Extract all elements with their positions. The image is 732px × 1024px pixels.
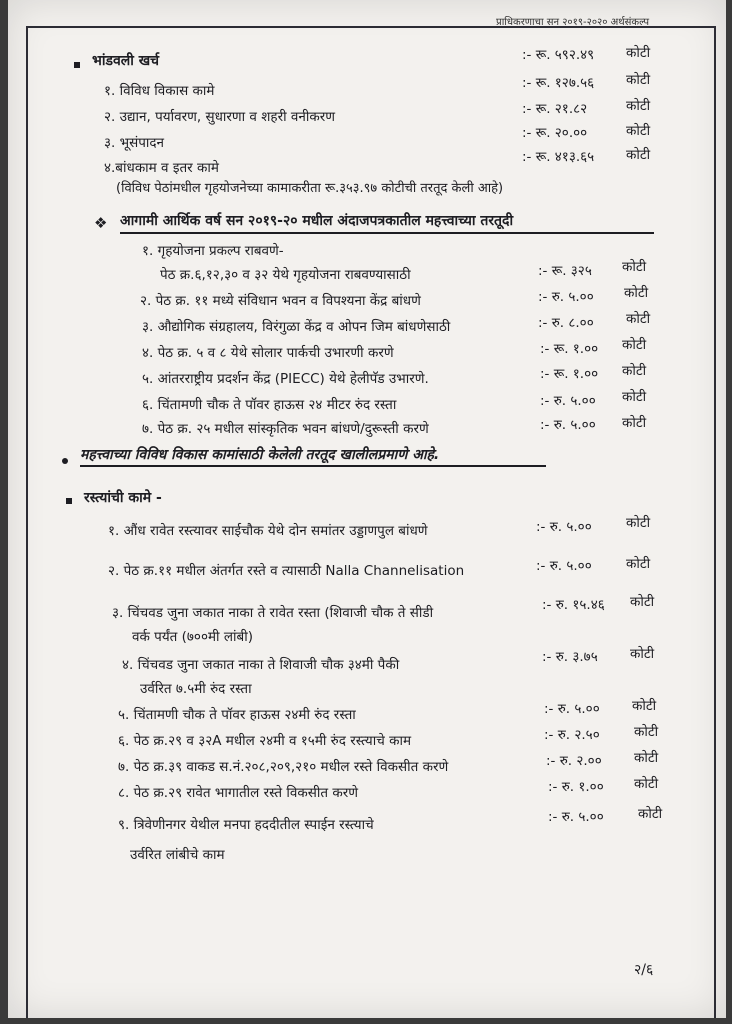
road-item-unit: कोटी xyxy=(634,776,659,792)
provision-item-unit: कोटी xyxy=(626,311,651,327)
road-item: ७. पेठ क्र.३९ वाकड स.नं.२०८,२०९,२१० मधील रस्ते विकसीत करणे xyxy=(118,759,449,775)
capital-item-unit: कोटी xyxy=(626,72,651,88)
capital-item-unit: कोटी xyxy=(626,147,651,163)
provision-item: १. गृहयोजना प्रकल्प राबवणे- xyxy=(142,243,284,259)
road-item-unit: कोटी xyxy=(634,750,659,766)
provision-item-unit: कोटी xyxy=(622,389,647,405)
road-item: ५. चिंतामणी चौक ते पॉवर हाऊस २४मी रुंद रस्ता xyxy=(118,707,356,723)
provision-item: ५. आंतरराष्ट्रीय प्रदर्शन केंद्र (PIECC) येथे हेलीपॅड उभारणे. xyxy=(142,371,429,387)
road-item-amount: :- रु. २.०० xyxy=(546,753,602,769)
road-item: ८. पेठ क्र.२९ रावेत भागातील रस्ते विकसीत करणे xyxy=(118,785,359,801)
provision-item-amount: :- रु. ८.०० xyxy=(538,315,594,331)
roads-title: रस्त्यांची कामे - xyxy=(84,490,162,506)
capital-unit: कोटी xyxy=(626,45,651,61)
provision-item: ३. औद्योगिक संग्रहालय, विरंगुळा केंद्र व ओपन जिम बांधणेसाठी xyxy=(142,319,451,335)
provision-item-amount: :- रू. १.०० xyxy=(540,341,599,357)
road-item: ४. चिंचवड जुना जकात नाका ते शिवाजी चौक ३४मी पैकी xyxy=(122,657,400,673)
provision-item-unit: कोटी xyxy=(622,363,647,379)
highlight-heading-underline xyxy=(80,465,546,467)
road-item-amount: :- रु. ५.०० xyxy=(548,809,604,825)
road-item-amount: :- रु. १.०० xyxy=(548,779,604,795)
capital-item-amount: :- रू. १२७.५६ xyxy=(522,75,595,91)
header-caption: प्राधिकरणाचा सन २०१९-२०२० अर्थसंकल्प xyxy=(496,17,650,28)
road-item: १. औंध रावेत रस्त्यावर साईचौक येथे दोन समांतर उड्डाणपुल बांधणे xyxy=(108,523,428,539)
capital-item-amount: :- रू. २१.८२ xyxy=(522,101,588,117)
road-item: ६. पेठ क्र.२९ व ३२A मधील २४मी व १५मी रुंद रस्त्याचे काम xyxy=(118,733,412,749)
provision-item-amount: :- रु. ५.०० xyxy=(538,289,594,305)
provision-item: ७. पेठ क्र. २५ मधील सांस्कृतिक भवन बांधणे/दुरूस्ती करणे xyxy=(142,421,429,437)
capital-item-unit: कोटी xyxy=(626,98,651,114)
road-item-detail: उर्वरित लांबीचे काम xyxy=(130,847,225,863)
document-page xyxy=(8,0,726,1018)
road-item-amount: :- रु. ५.०० xyxy=(544,701,600,717)
road-item-unit: कोटी xyxy=(632,698,657,714)
road-item-amount: :- रु. १५.४६ xyxy=(542,597,605,613)
page-number: २/६ xyxy=(634,962,654,978)
road-item-detail: वर्क पर्यंत (७००मी लांबी) xyxy=(132,629,253,645)
provision-item-amount: :- रू. ३२५ xyxy=(538,263,592,279)
provision-item-amount: :- रू. १.०० xyxy=(540,366,599,382)
road-item-amount: :- रु. २.५० xyxy=(544,727,600,743)
provision-item-amount: :- रु. ५.०० xyxy=(540,393,596,409)
bullet-icon xyxy=(66,498,72,504)
provision-item: २. पेठ क्र. ११ मध्ये संविधान भवन व विपश्यना केंद्र बांधणे xyxy=(140,293,421,309)
provision-item: ६. चिंतामणी चौक ते पॉवर हाऊस २४ मीटर रुंद रस्ता xyxy=(142,397,397,413)
capital-amount: :- रू. ५९२.४९ xyxy=(522,47,595,63)
bullet-icon xyxy=(62,458,68,464)
diamond-bullet-icon: ❖ xyxy=(94,214,108,232)
capital-note: (विविध पेठांमधील गृहयोजनेच्या कामाकरीता रू.३५३.९७ कोटीची तरतूद केली आहे) xyxy=(116,181,504,196)
road-item-unit: कोटी xyxy=(638,806,663,822)
road-item-unit: कोटी xyxy=(626,515,651,531)
capital-item-amount: :- रू. ४१३.६५ xyxy=(522,149,595,165)
road-item: ३. चिंचवड जुना जकात नाका ते रावेत रस्ता (शिवाजी चौक ते सीडी xyxy=(112,605,434,621)
provision-item-unit: कोटी xyxy=(622,337,647,353)
road-item-unit: कोटी xyxy=(634,724,659,740)
provision-item-amount: :- रु. ५.०० xyxy=(540,417,596,433)
road-item-unit: कोटी xyxy=(630,594,655,610)
highlight-heading: महत्त्वाच्या विविध विकास कामांसाठी केलेली तरतूद खालीलप्रमाणे आहे. xyxy=(80,447,440,463)
provisions-title-underline xyxy=(120,232,654,234)
road-item-unit: कोटी xyxy=(630,646,655,662)
provision-item-unit: कोटी xyxy=(622,415,647,431)
capital-item-unit: कोटी xyxy=(626,123,651,139)
road-item-amount: :- रु. ५.०० xyxy=(536,558,592,574)
provision-item-unit: कोटी xyxy=(622,259,647,275)
capital-title: भांडवली खर्च xyxy=(92,53,160,69)
road-item-amount: :- रु. ५.०० xyxy=(536,519,592,535)
provision-item-unit: कोटी xyxy=(624,285,649,301)
provision-item: ४. पेठ क्र. ५ व ८ येथे सोलार पार्कची उभारणी करणे xyxy=(142,345,394,361)
road-item-detail: उर्वरित ७.५मी रुंद रस्ता xyxy=(140,681,252,697)
provision-item-detail: पेठ क्र.६,१२,३० व ३२ येथे गृहयोजना राबवण्यासाठी xyxy=(160,267,411,283)
capital-item: ४.बांधकाम व इतर कामे xyxy=(104,160,219,176)
provisions-title: आगामी आर्थिक वर्ष सन २०१९-२० मधील अंदाजपत्रकातील महत्त्वाच्या तरतूदी xyxy=(120,213,514,229)
bullet-icon xyxy=(74,62,80,68)
capital-item: ३. भूसंपादन xyxy=(104,135,165,151)
road-item-amount: :- रु. ३.७५ xyxy=(542,649,598,665)
road-item: ९. त्रिवेणीनगर येथील मनपा हददीतील स्पाईन रस्त्याचे xyxy=(118,817,374,833)
capital-item: २. उद्यान, पर्यावरण, सुधारणा व शहरी वनीकरण xyxy=(104,109,336,125)
road-item-unit: कोटी xyxy=(626,556,651,572)
capital-item-amount: :- रू. २०.०० xyxy=(522,125,588,141)
road-item: २. पेठ क्र.११ मधील अंतर्गत रस्ते व त्यासाठी Nalla Channelisation xyxy=(108,563,465,579)
capital-item: १. विविध विकास कामे xyxy=(104,83,215,99)
